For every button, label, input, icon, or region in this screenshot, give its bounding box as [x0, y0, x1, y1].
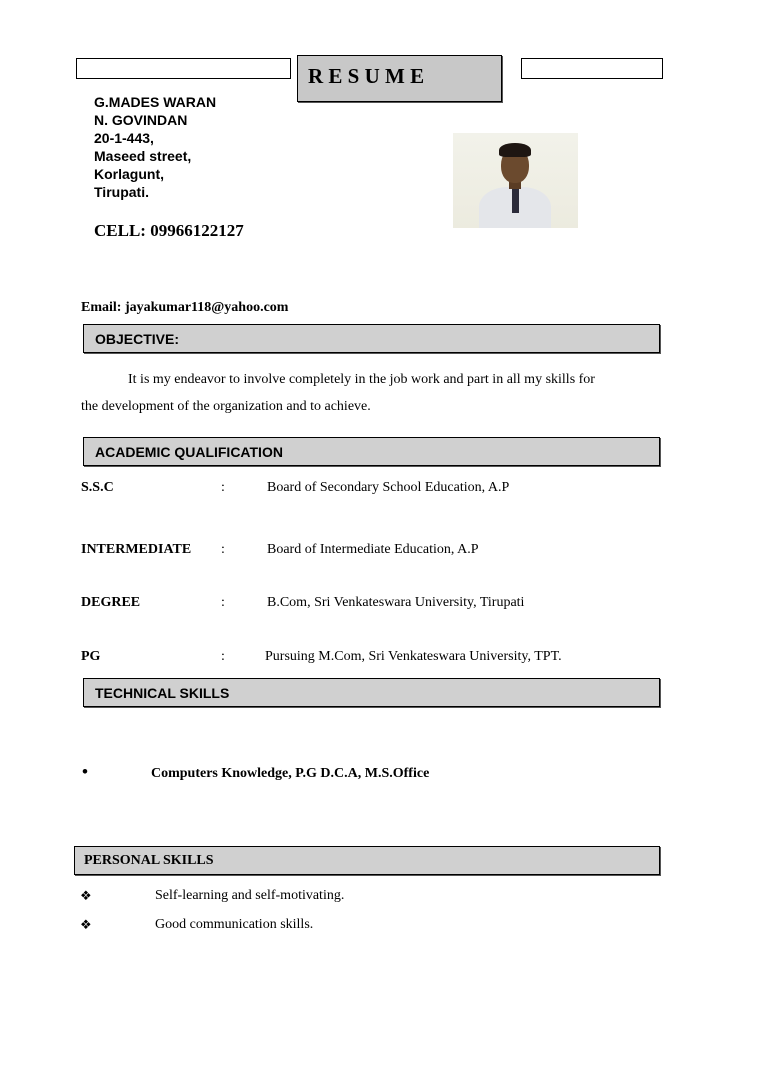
qualification-value: Pursuing M.Com, Sri Venkateswara University, TPT. — [265, 649, 562, 664]
header-rule-left — [76, 58, 291, 79]
academic-heading: ACADEMIC QUALIFICATION — [95, 443, 283, 460]
personal-skill-item: Self-learning and self-motivating. — [155, 888, 345, 903]
qualification-colon: : — [221, 595, 225, 610]
technical-heading: TECHNICAL SKILLS — [95, 684, 230, 701]
qualification-value: Board of Intermediate Education, A.P — [267, 542, 479, 557]
qualification-label: PG — [81, 649, 101, 664]
objective-heading-bar — [83, 324, 660, 353]
qualification-label: S.S.C — [81, 480, 114, 495]
personal-heading-bar — [74, 846, 660, 875]
cell-number: CELL: 09966122127 — [94, 221, 244, 240]
qualification-value: B.Com, Sri Venkateswara University, Tirupati — [267, 595, 525, 610]
diamond-bullet-icon: ❖ — [80, 917, 92, 932]
qualification-label: INTERMEDIATE — [81, 542, 192, 557]
page-title: R E S U M E — [308, 64, 425, 88]
qualification-colon: : — [221, 480, 225, 495]
header-rule-right — [521, 58, 663, 79]
address-line: Tirupati. — [94, 184, 149, 200]
title-box — [297, 55, 502, 102]
diamond-bullet-icon: ❖ — [80, 888, 92, 903]
email: Email: jayakumar118@yahoo.com — [81, 300, 289, 315]
profile-photo — [453, 133, 578, 228]
bullet-icon: • — [82, 762, 88, 781]
address-line: Korlagunt, — [94, 166, 164, 182]
technical-heading-bar — [83, 678, 660, 707]
qualification-colon: : — [221, 649, 225, 664]
objective-line-1: It is my endeavor to involve completely in the job work and part in all my skills for — [128, 372, 595, 387]
technical-skill-item: Computers Knowledge, P.G D.C.A, M.S.Office — [151, 766, 430, 781]
objective-heading: OBJECTIVE: — [95, 330, 180, 347]
academic-heading-bar — [83, 437, 660, 466]
objective-line-2: the development of the organization and to achieve. — [81, 399, 371, 414]
address-line: 20-1-443, — [94, 130, 154, 146]
qualification-colon: : — [221, 542, 225, 557]
qualification-value: Board of Secondary School Education, A.P — [267, 480, 510, 495]
address-line: N. GOVINDAN — [94, 112, 188, 128]
qualification-label: DEGREE — [81, 595, 141, 610]
address-line: Maseed street, — [94, 148, 192, 164]
address-line: G.MADES WARAN — [94, 94, 217, 110]
personal-heading: PERSONAL SKILLS — [84, 852, 214, 868]
address-block — [94, 93, 216, 201]
personal-skill-item: Good communication skills. — [155, 917, 314, 932]
